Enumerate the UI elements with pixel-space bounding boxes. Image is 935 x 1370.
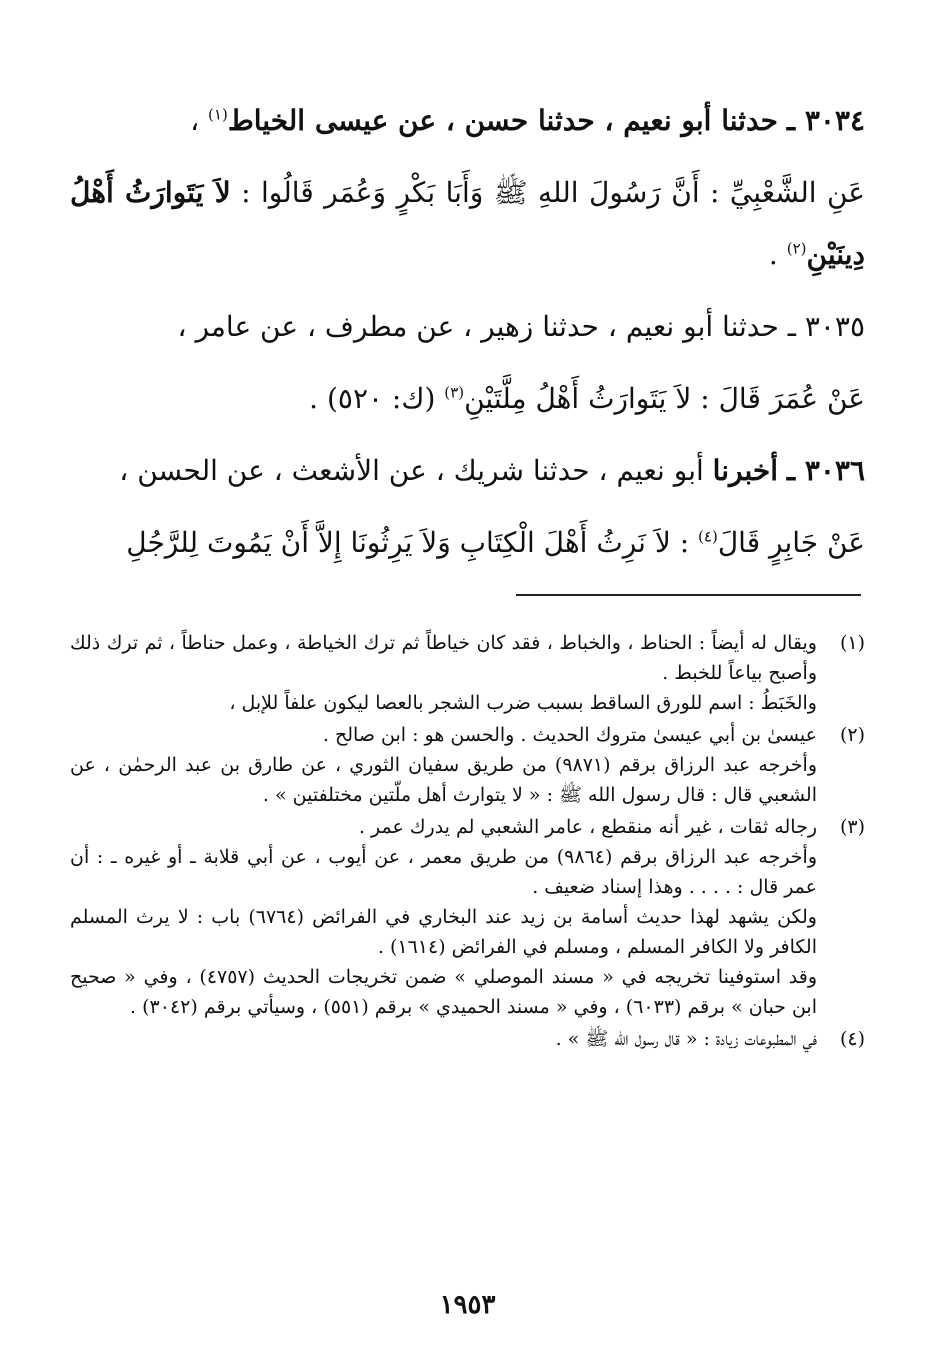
footnote-line: عيسىٰ بن أبي عيسىٰ متروك الحديث . والحسن هو : ابن صالح . <box>322 724 817 746</box>
chain-end: ، <box>190 104 209 137</box>
footnote-line: ولكن يشهد لهذا حديث أسامة بن زيد عند البخاري في الفرائض (٦٧٦٤) باب : لا يرث المسلم الكافر ولا الكافر المسلم ، ومسلم في الفرائض (١٦١٤) . <box>70 906 817 958</box>
hadith-3036 <box>70 440 865 502</box>
chain-text: حدثنا أبو نعيم ، حدثنا زهير ، عن مطرف ، عن عامر ، <box>177 310 779 343</box>
footnote-1 <box>70 628 865 718</box>
chain-text: حدثنا أبو نعيم ، حدثنا حسن ، عن عيسى الخياط <box>227 104 778 137</box>
footnote-2 <box>70 720 865 810</box>
hadith-text: عَنْ جَابِرٍ قَالَ <box>717 526 865 559</box>
footnote-marker: (٣) <box>444 383 465 402</box>
footnote-line: رجاله ثقات ، غير أنه منقطع ، عامر الشعبي لم يدرك عمر . <box>358 816 817 838</box>
footnote-line: والخَبَطُ : اسم للورق الساقط بسبب ضرب الشجر بالعصا ليكون علفاً للإبل ، <box>229 692 817 714</box>
footnote-line: وقد استوفينا تخريجه في « مسند الموصلي » ضمن تخريجات الحديث (٤٧٥٧) ، وفي « صحيح ابن حبان » برقم (٦٠٣٣) ، وفي « مسند الحميدي » برقم (٥٥١) ، وسيأتي برقم (٣٠٤٢) . <box>70 966 817 1018</box>
footnote-4 <box>70 1024 865 1054</box>
footnote-number: (٣) <box>839 816 865 838</box>
footnote-marker: (١) <box>208 105 228 124</box>
footnote-body <box>70 812 817 1022</box>
chain-text: أبو نعيم ، حدثنا شريك ، عن الأشعث ، عن الحسن ، <box>119 454 713 487</box>
footnote-number: (٤) <box>839 1028 865 1050</box>
footnote-marker: (٤) <box>698 527 718 546</box>
hadith-number: ٣٠٣٦ ـ <box>786 454 865 487</box>
footnote-body <box>70 628 817 718</box>
hadith-text: عَنِ الشَّعْبِيِّ : أَنَّ رَسُولَ اللهِ ﷺ وَأَبَا بَكْرٍ وَعُمَر قَالُوا : <box>230 176 865 209</box>
hadith-3035-text <box>70 368 865 430</box>
main-text <box>70 90 865 584</box>
hadith-3034 <box>70 90 865 152</box>
footnote-divider <box>516 594 861 596</box>
hadith-3034-text <box>70 162 865 286</box>
hadith-3036-text <box>70 512 865 574</box>
hadith-text-bold: لاَ يَتَوارَثُ أَهْلُ دِينَيْنِ <box>70 176 865 271</box>
hadith-number: ٣٠٣٥ ـ <box>787 310 865 343</box>
footnote-line: وأخرجه عبد الرزاق برقم (٩٨٧١) من طريق سفيان الثوري ، عن طارق بن عبد الرحمٰن ، عن الشعبي قال : قال رسول الله ﷺ : « لا يتوارث أهل ملّتين مختلفتين » . <box>70 754 817 806</box>
footnote-line: وأخرجه عبد الرزاق برقم (٩٨٦٤) من طريق معمر ، عن أيوب ، عن أبي قلابة ـ أو غيره ـ : أن عمر قال : . . . . وهذا إسناد ضعيف . <box>70 846 817 898</box>
footnote-body <box>70 720 817 810</box>
footnotes <box>70 628 865 1056</box>
footnote-line: في المطبوعات زيادة : « قال رسول الله ﷺ » . <box>555 1028 817 1050</box>
chain-lead: أخبرنا <box>712 454 778 487</box>
hadith-text-continued: : لاَ نَرِثُ أَهْلَ الْكِتَابِ وَلاَ يَرِثُونَا إِلاَّ أَنْ يَمُوتَ لِلرَّجُلِ <box>126 526 699 559</box>
hadith-text: عَنْ عُمَرَ قَالَ : لاَ يَتَوارَثُ أَهْلُ مِلَّتَيْنِ <box>464 382 865 415</box>
footnote-number: (١) <box>839 632 865 654</box>
footnote-3 <box>70 812 865 1022</box>
footnote-marker: (٢) <box>786 239 807 258</box>
hadith-number: ٣٠٣٤ ـ <box>786 104 865 137</box>
footnote-number: (٢) <box>839 724 865 746</box>
hadith-3035 <box>70 296 865 358</box>
footnote-body <box>70 1024 817 1054</box>
hadith-reference: (ك: ٥٢٠) . <box>309 382 445 415</box>
hadith-text-end: . <box>768 238 787 271</box>
page-number: ١٩٥٣ <box>439 1290 496 1320</box>
footnote-line: ويقال له أيضاً : الحناط ، والخباط ، فقد كان خياطاً ثم ترك الخياطة ، وعمل حناطاً ، ثم ترك ذلك وأصبح بياعاً للخبط . <box>70 632 817 684</box>
